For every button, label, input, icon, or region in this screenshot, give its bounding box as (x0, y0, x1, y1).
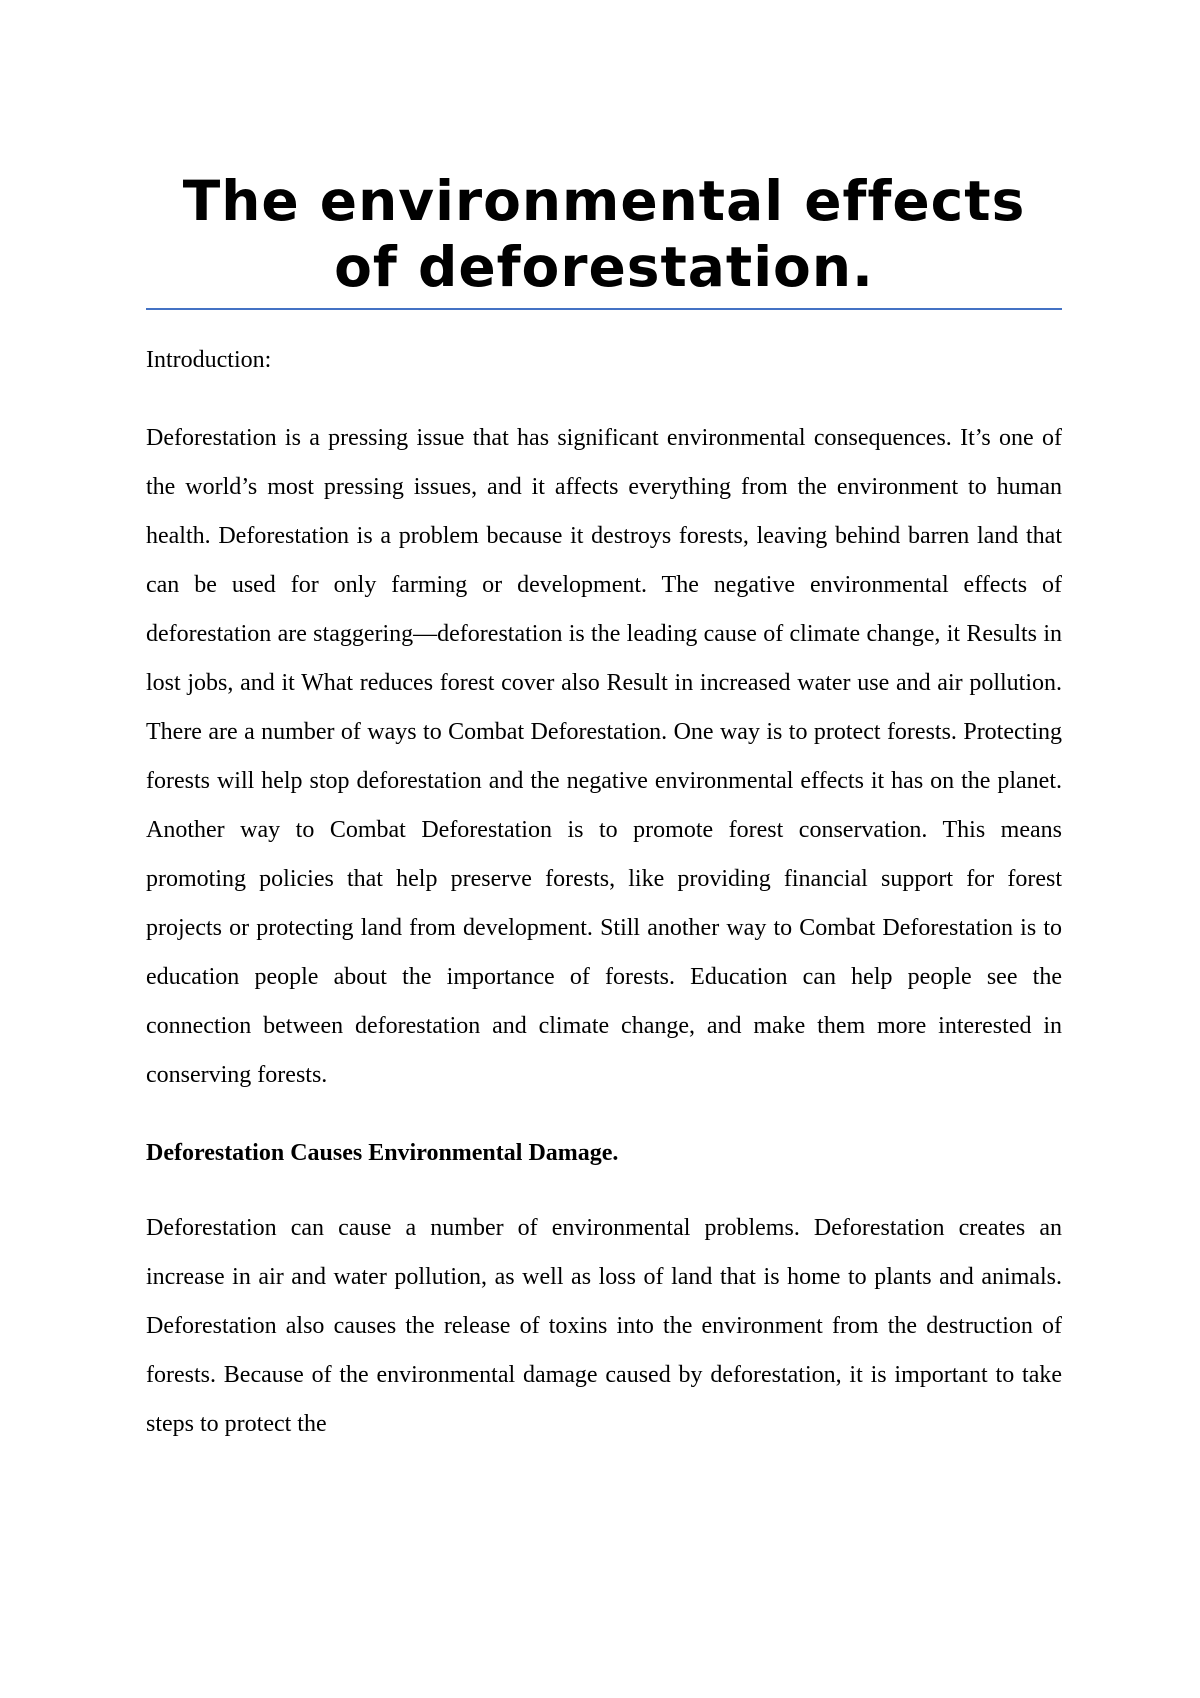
section-heading: Deforestation Causes Environmental Damage. (146, 1140, 619, 1166)
section-paragraph: Deforestation can cause a number of environmental problems. Deforestation creates an increase in air and water pollution, as well as loss of land that is home to plants and animals. Deforestation also causes the release of toxins into the environment from the destruction of forests. Because of the environmental damage caused by deforestation, it is important to take steps to protect the (146, 1215, 1062, 1437)
document-title: The environmental effects of deforestation. (182, 169, 1026, 299)
intro-label: Introduction: (146, 347, 272, 373)
intro-paragraph: Deforestation is a pressing issue that has significant environmental consequences. It’s one of the world’s most pressing issues, and it affects everything from the environment to human health. Deforestation is a problem because it destroys forests, leaving behind barren land that can be used for only farming or development. The negative environmental effects of deforestation are staggering—deforestation is the leading cause of climate change, it Results in lost jobs, and it What reduces forest cover also Result in increased water use and air pollution. There are a number of ways to Combat Deforestation. One way is to protect forests. Protecting forests will help stop deforestation and the negative environmental effects it has on the planet. Another way to Combat Deforestation is to promote forest conservation. This means promoting policies that help preserve forests, like providing financial support for forest projects or protecting land from development. Still another way to Combat Deforestation is to education people about the importance of forests. Education can help people see the connection between deforestation and climate change, and make them more interested in conserving forests. (146, 425, 1062, 1088)
document-body (146, 168, 1062, 1449)
title-underline (146, 308, 1062, 310)
